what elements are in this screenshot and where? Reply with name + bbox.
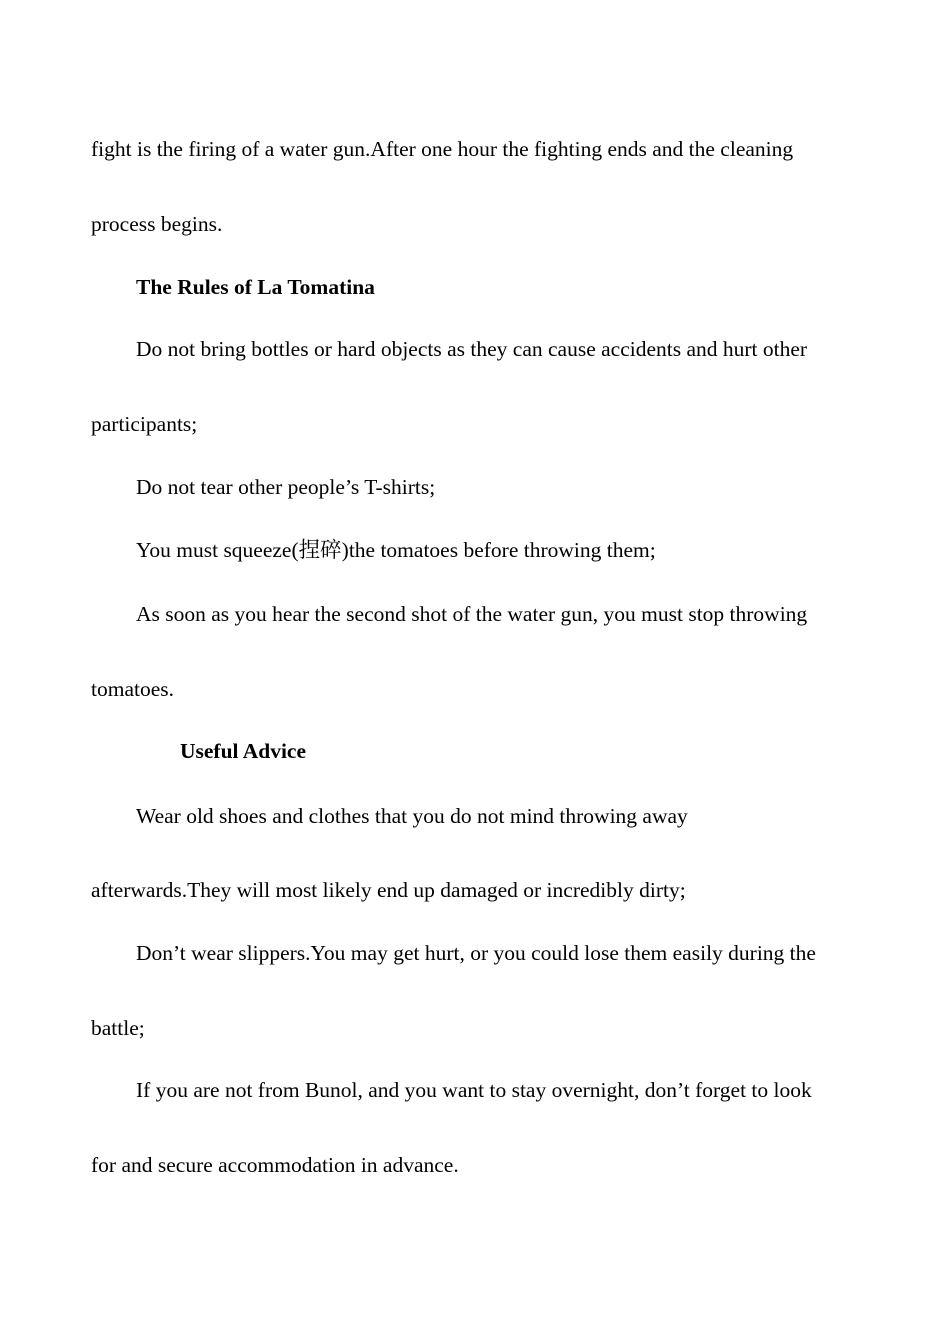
rule-3: [136, 537, 656, 564]
advice-3-line-1: If you are not from Bunol, and you want to stay overnight, don’t forget to look: [136, 1078, 812, 1102]
rule-2: Do not tear other people’s T-shirts;: [136, 475, 436, 499]
rule-1-line-2: participants;: [91, 412, 198, 436]
rule-4-line-2: tomatoes.: [91, 677, 174, 701]
rule-4-line-1: As soon as you hear the second shot of the water gun, you must stop throwing: [136, 602, 808, 626]
advice-2-line-2: battle;: [91, 1016, 145, 1040]
rule-3-chinese-gloss: 捏碎: [298, 538, 342, 563]
rule-1-line-1: Do not bring bottles or hard objects as they can cause accidents and hurt other: [136, 337, 808, 361]
rules-heading: The Rules of La Tomatina: [136, 275, 375, 299]
intro-text-line-1: fight is the firing of a water gun.After one hour the fighting ends and the cleaning: [91, 137, 794, 161]
rule-3-text-before: You must squeeze(: [136, 538, 299, 562]
advice-1-line-1: Wear old shoes and clothes that you do not mind throwing away: [136, 804, 688, 828]
advice-1-line-2: afterwards.They will most likely end up damaged or incredibly dirty;: [91, 878, 686, 902]
advice-2-line-1: Don’t wear slippers.You may get hurt, or you could lose them easily during the: [136, 941, 816, 965]
advice-heading: Useful Advice: [180, 739, 307, 763]
rule-3-text-after: )the tomatoes before throwing them;: [341, 538, 656, 562]
intro-text-line-2: process begins.: [91, 212, 223, 236]
advice-3-line-2: for and secure accommodation in advance.: [91, 1153, 459, 1177]
